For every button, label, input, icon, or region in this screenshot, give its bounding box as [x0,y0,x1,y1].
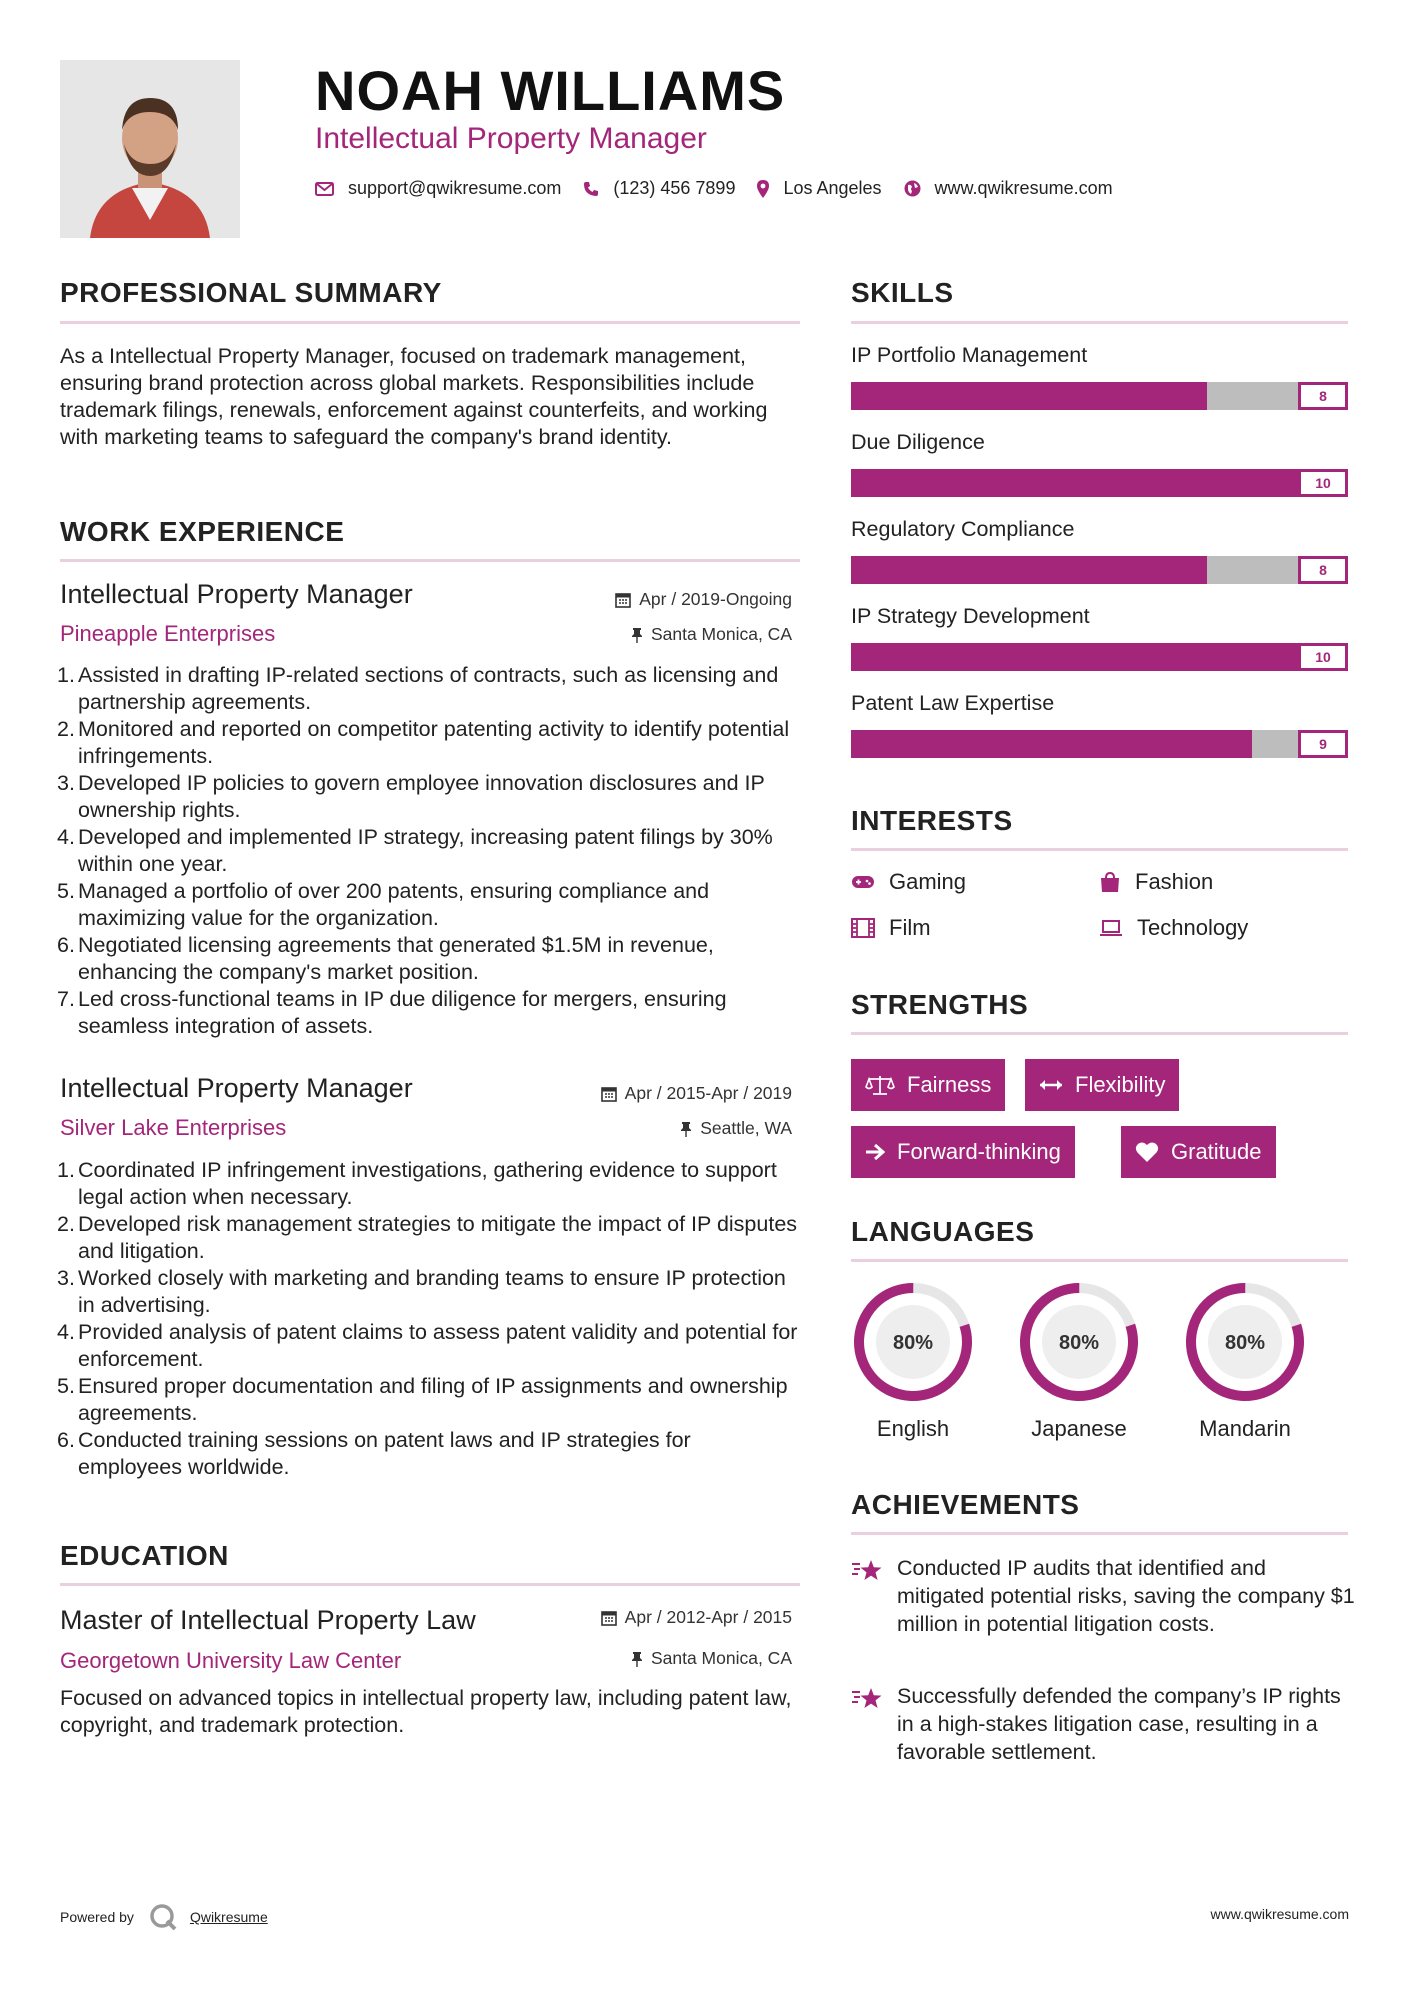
bullet-text: Developed risk management strategies to mitigate the impact of IP disputes and litigation. [78,1212,798,1263]
bullet-number: 3. [57,771,75,795]
strength-label: Flexibility [1075,1072,1166,1097]
bullet-number: 6. [57,1428,75,1452]
education-text: Focused on advanced topics in intellectual property law, including patent law, copyright, and trademark protection. [60,1686,792,1737]
languages-rule [851,1259,1348,1262]
list-item [57,824,800,878]
list-item [57,716,800,770]
interest-label: Gaming [889,869,967,894]
shooting-star-icon [851,1558,885,1584]
language-name: Mandarin [1199,1416,1291,1441]
summary-heading: PROFESSIONAL SUMMARY [60,277,442,308]
bullet-text: Developed IP policies to govern employee innovation disclosures and IP ownership rights. [78,771,765,822]
list-item [57,770,800,824]
job-dates-text: Apr / 2019-Ongoing [639,589,792,609]
interest-film [851,915,931,941]
bullet-number: 1. [57,1158,75,1182]
globe-icon [904,180,921,197]
achievement-item [851,1682,1356,1766]
skill-fill [851,382,1207,410]
shooting-star-icon [851,1686,885,1712]
achievements-rule [851,1532,1348,1535]
achievement-text: Successfully defended the company’s IP rights in a high-stakes litigation case, resulting in a favorable settlement. [897,1684,1341,1764]
strength-label: Gratitude [1171,1139,1262,1164]
skills-rule [851,321,1348,324]
list-item [57,932,800,986]
skill-fill [851,556,1207,584]
bullet-number: 3. [57,1266,75,1290]
bullet-text: Negotiated licensing agreements that generated $1.5M in revenue, enhancing the company's market position. [78,933,714,984]
arrows-horizontal-icon [1039,1078,1063,1092]
language-donut [1183,1280,1307,1409]
qwikresume-logo-icon [148,1902,178,1932]
job-company: Pineapple Enterprises [60,621,276,646]
interest-label: Film [889,915,931,940]
interest-fashion [1099,869,1213,895]
website-text: www.qwikresume.com [934,178,1113,198]
language-donut [1017,1280,1141,1409]
candidate-title: Intellectual Property Manager [315,122,707,155]
education-location-text: Santa Monica, CA [650,1648,792,1668]
skill-score: 9 [1298,730,1348,758]
bullet-number: 2. [57,717,75,741]
education-rule [60,1583,800,1586]
job-location [680,1118,792,1139]
language-name: English [876,1416,950,1441]
bullet-text: Led cross-functional teams in IP due diligence for mergers, ensuring seamless integration of assets. [78,987,727,1038]
bullet-text: Worked closely with marketing and branding teams to ensure IP protection in advertising. [78,1266,786,1317]
job-title: Intellectual Property Manager [60,579,413,609]
contact-phone[interactable] [583,178,735,199]
strength-label: Fairness [907,1072,992,1097]
skill-name: Due Diligence [851,430,985,454]
job-location [631,624,792,645]
powered-by-label: Powered by [60,1909,134,1925]
job-dates [615,589,792,610]
film-icon [851,918,875,938]
school-name: Georgetown University Law Center [60,1648,402,1673]
strength-flexibility [1025,1059,1179,1111]
donut-chart [1017,1280,1141,1404]
skill-score: 8 [1298,556,1348,584]
pushpin-icon [631,1651,643,1667]
arrow-right-icon [865,1143,885,1161]
skill-fill [851,643,1348,671]
education-heading: EDUCATION [60,1540,229,1571]
bullet-number: 1. [57,663,75,687]
skills-heading: SKILLS [851,277,954,308]
interests-rule [851,848,1348,851]
interest-label: Fashion [1135,869,1214,894]
shopping-bag-icon [1099,871,1121,893]
strength-forward-thinking [851,1126,1075,1178]
candidate-name: NOAH WILLIAMS [315,59,786,122]
summary-rule [60,321,800,324]
bullet-text: Ensured proper documentation and filing of IP assignments and ownership agreements. [78,1374,788,1425]
strengths-heading: STRENGTHS [851,989,1029,1020]
bullet-number: 4. [57,825,75,849]
skill-score: 10 [1298,643,1348,671]
calendar-icon [615,592,631,608]
job-location-text: Seattle, WA [700,1118,792,1138]
achievement-item [851,1554,1356,1638]
heart-icon [1135,1141,1159,1163]
bullet-text: Coordinated IP infringement investigations, gathering evidence to support legal action when necessary. [78,1158,777,1209]
bullet-text: Managed a portfolio of over 200 patents, ensuring compliance and maximizing value for the organization. [78,879,710,930]
calendar-icon [601,1610,617,1626]
laptop-icon [1099,919,1123,937]
interest-label: Technology [1137,915,1249,940]
strength-label: Forward-thinking [897,1139,1061,1164]
bullet-number: 6. [57,933,75,957]
interest-technology [1099,915,1248,941]
list-item [57,1265,800,1319]
job-bullets [57,662,800,1040]
contact-email[interactable] [315,178,561,199]
list-item [57,1157,800,1211]
brand-link[interactable]: Qwikresume [189,1909,268,1925]
donut-percent-label: 80% [892,1332,934,1354]
skill-name: Patent Law Expertise [851,691,1055,715]
bullet-text: Monitored and reported on competitor patenting activity to identify potential infringements. [78,717,790,768]
pushpin-icon [631,627,643,643]
bullet-number: 2. [57,1212,75,1236]
profile-photo [60,60,240,238]
bullet-number: 5. [57,879,75,903]
interests-heading: INTERESTS [851,805,1013,836]
map-pin-icon [757,180,769,198]
contact-website[interactable] [904,178,1113,199]
education-dates [601,1607,792,1628]
skill-name: IP Strategy Development [851,604,1090,628]
language-donut [851,1280,975,1409]
gamepad-icon [851,874,875,890]
achievements-heading: ACHIEVEMENTS [851,1489,1080,1520]
skill-bar [851,382,1348,410]
experience-rule [60,559,800,562]
calendar-icon [601,1086,617,1102]
skill-name: Regulatory Compliance [851,517,1075,541]
list-item [57,1211,800,1265]
list-item [57,1427,800,1481]
list-item [57,1319,800,1373]
phone-text: (123) 456 7899 [613,178,736,198]
bullet-text: Provided analysis of patent claims to assess patent validity and potential for enforcement. [78,1320,798,1371]
bullet-number: 7. [57,987,75,1011]
bullet-text: Conducted training sessions on patent laws and IP strategies for employees worldwide. [78,1428,691,1479]
skill-score: 10 [1298,469,1348,497]
education-location [631,1648,792,1669]
languages-heading: LANGUAGES [851,1216,1035,1247]
list-item [57,1373,800,1427]
list-item [57,662,800,716]
list-item [57,986,800,1040]
footer-powered-by [60,1902,268,1932]
list-item [57,878,800,932]
email-text: support@qwikresume.com [348,178,562,198]
skill-bar [851,469,1348,497]
donut-percent-label: 80% [1058,1332,1100,1354]
skill-bar [851,730,1348,758]
footer-website[interactable]: www.qwikresume.com [1210,1906,1349,1922]
donut-chart [1183,1280,1307,1404]
interest-gaming [851,869,966,895]
job-bullets [57,1157,800,1481]
skill-score: 8 [1298,382,1348,410]
location-text: Los Angeles [783,178,882,198]
skill-fill [851,730,1252,758]
job-title: Intellectual Property Manager [60,1073,413,1103]
balance-scale-icon [865,1074,895,1096]
job-company: Silver Lake Enterprises [60,1115,287,1140]
pushpin-icon [680,1121,692,1137]
skill-bar [851,643,1348,671]
language-name: Japanese [1031,1416,1127,1441]
strengths-rule [851,1032,1348,1035]
bullet-text: Developed and implemented IP strategy, increasing patent filings by 30% within one year. [78,825,773,876]
strength-fairness [851,1059,1005,1111]
envelope-icon [315,182,334,196]
skill-bar [851,556,1348,584]
bullet-number: 5. [57,1374,75,1398]
phone-icon [583,181,599,197]
donut-chart [851,1280,975,1404]
job-dates-text: Apr / 2015-Apr / 2019 [624,1083,792,1103]
contact-location [757,178,881,199]
achievement-text: Conducted IP audits that identified and mitigated potential risks, saving the company $1 million in potential litigation costs. [897,1556,1355,1636]
experience-heading: WORK EXPERIENCE [60,516,345,547]
summary-text: As a Intellectual Property Manager, focused on trademark management, ensuring brand protection across global markets. Responsibilities include trademark filings, renewals, enforcement against counterfeits, and working with marketing teams to safeguard the company's brand identity. [60,344,768,449]
strength-gratitude [1121,1126,1276,1178]
education-dates-text: Apr / 2012-Apr / 2015 [624,1607,792,1627]
degree-title: Master of Intellectual Property Law [60,1605,476,1635]
bullet-text: Assisted in drafting IP-related sections of contracts, such as licensing and partnership agreements. [78,663,779,714]
job-dates [601,1083,792,1104]
bullet-number: 4. [57,1320,75,1344]
skill-fill [851,469,1348,497]
skill-name: IP Portfolio Management [851,343,1088,367]
donut-percent-label: 80% [1224,1332,1266,1354]
contact-row [315,178,1135,199]
job-location-text: Santa Monica, CA [650,624,792,644]
